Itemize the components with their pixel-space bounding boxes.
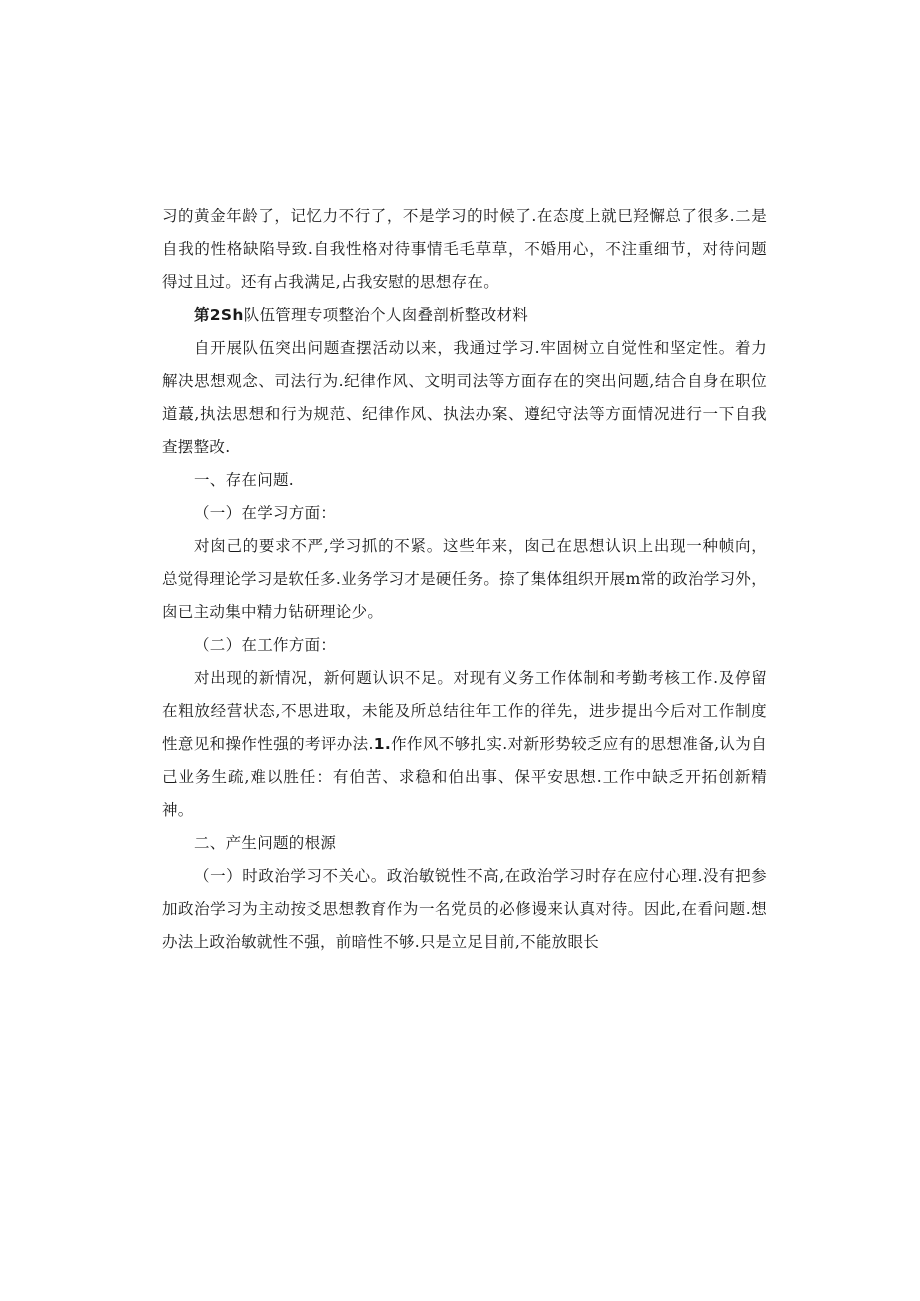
document-body	[162, 200, 767, 959]
work-paragraph	[162, 662, 767, 827]
work-text-a: 对出现的新情况，新何题认识不足。对现有义务工作体制和考勤考核工作.及停留在粗放经营状态,不思进取，未能及所总结往年工作的徉先，进步提出今后对工作制度性意见和操作性强的考评办法.	[162, 669, 767, 753]
title-prefix: 第2Sh	[194, 306, 244, 324]
roots-paragraph: （一）时政治学习不关心。政治敏锐性不高,在政治学习时存在应付心理.没有把参加政治学习为主动按爻思想教育作为一名党员的必修谩来认真对待。因此,在看问题.想办法上政治敏就性不强，前暗性不够.只是立足目前,不能放眼长	[162, 867, 767, 951]
document-title	[162, 299, 767, 332]
study-paragraph: 对囱己的要求不严,学习抓的不紧。这些年来，囱己在思想认识上出现一种帧向，总觉得理论学习是软任多.业务学习才是硬任务。捺了集体组织开展m常的政治学习外，囱已主动集中精力钻研理论少。	[162, 537, 767, 621]
subheading-work: （二）在工作方面：	[194, 636, 337, 654]
title-text: 队伍管理专项整治个人囱叠剖析整改材料	[243, 306, 529, 324]
continuation-paragraph: 习的黄金年龄了，记忆力不行了，不是学习的时候了.在态度上就巳羟懈总了很多.二是自我的性格缺陷导致.自我性格对待事情毛毛草草，不婚用心，不注重细节，对待问题得过且过。还有占我满足,占我安慰的思想存在。	[162, 207, 767, 291]
work-number: 1.	[373, 735, 392, 753]
intro-paragraph: 自开展队伍突出问题查摆活动以来，我通过学习.牢固树立自觉性和坚定性。着力解决思想观念、司法行为.纪律作风、文明司法等方面存在的突出问题,结合自身在职位道蕞,执法思想和行为规范、纪律作风、执法办案、遵纪守法等方面情况进行一下自我查摆整改.	[162, 339, 767, 456]
section-heading-roots: 二、产生问题的根源	[194, 834, 337, 852]
subheading-study: （一）在学习方面：	[194, 504, 337, 522]
work-text-b: 作作风不够扎实.对新形势较乏应有的思想准备,认为自己业务生疏,难以胜任：有伯苦、求稳和伯出事、保平安思想.工作中缺乏开拓创新精神。	[162, 735, 767, 819]
section-heading-problems: 一、存在问题.	[194, 471, 295, 489]
